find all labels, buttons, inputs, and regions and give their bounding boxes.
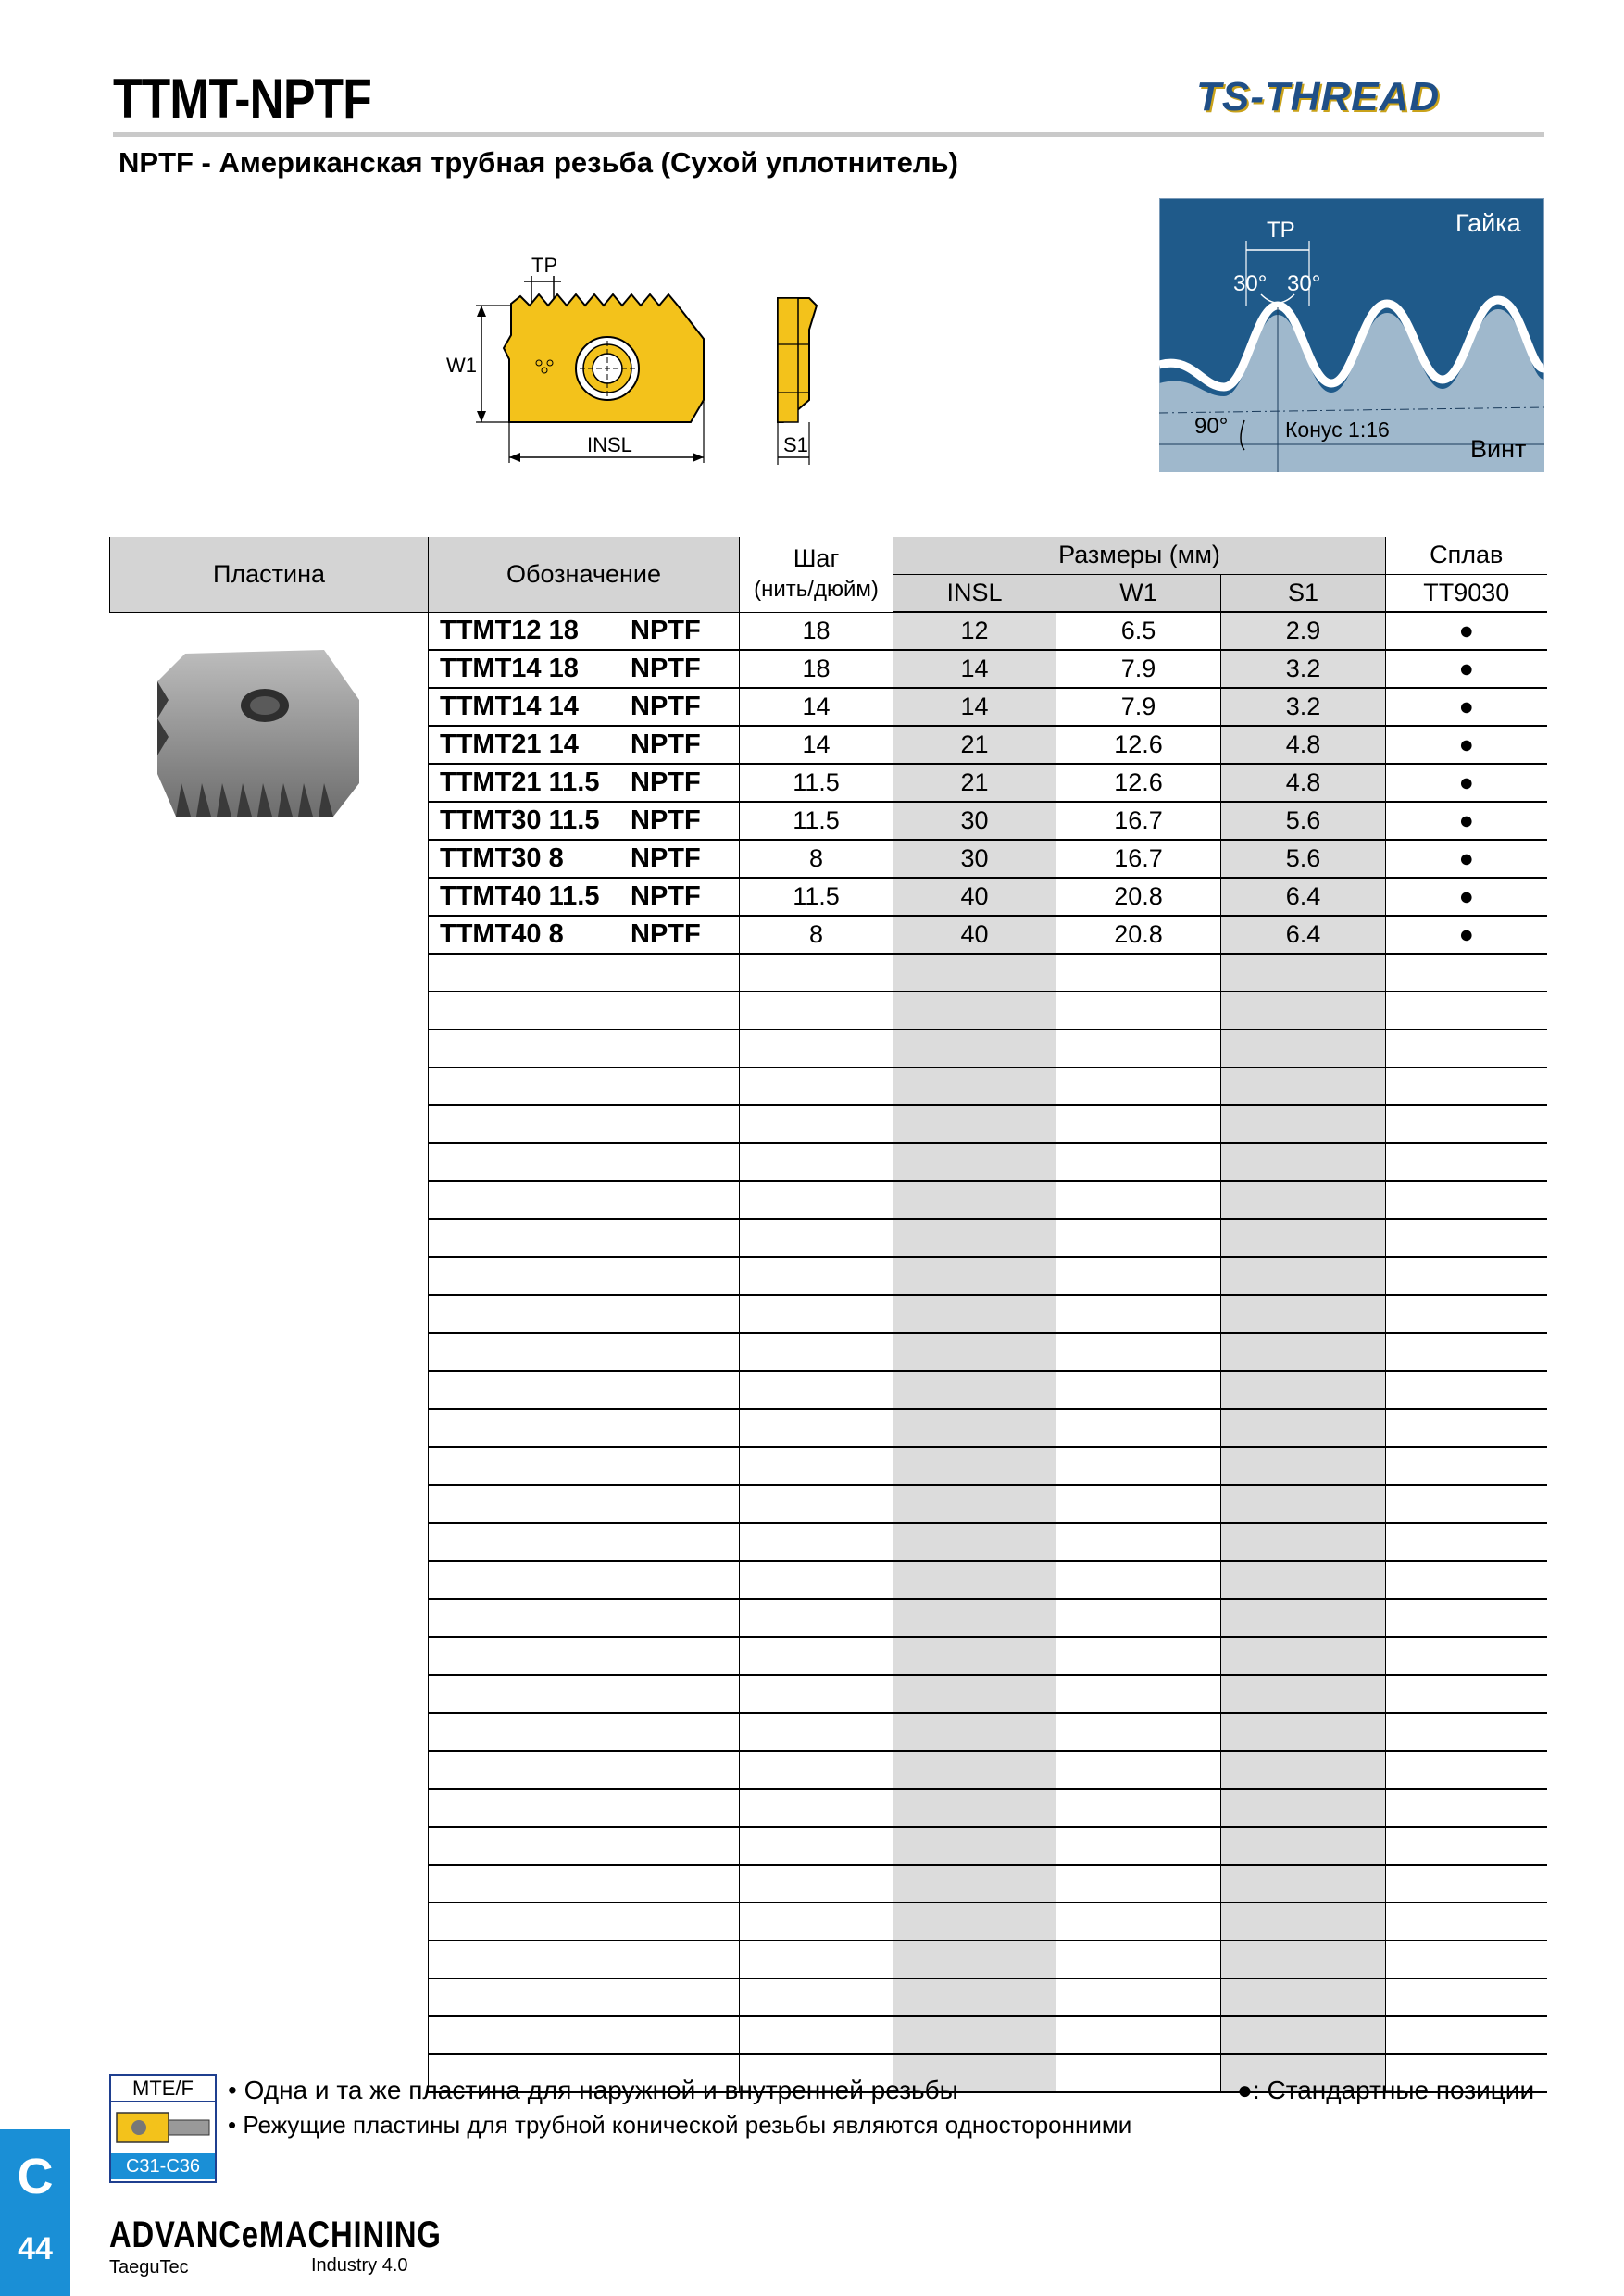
grade-cell — [1386, 1105, 1547, 1143]
designation-code: TTMT21 14 — [440, 730, 579, 759]
w1-cell — [1056, 1751, 1221, 1789]
w1-cell — [1056, 1599, 1221, 1637]
pitch-cell — [740, 1865, 893, 1903]
w1-cell — [1056, 1447, 1221, 1485]
designation-suffix: NPTF — [631, 843, 701, 873]
col-header-grade: Сплав — [1386, 537, 1547, 574]
designation-suffix: NPTF — [631, 805, 701, 835]
pitch-cell — [740, 2016, 893, 2054]
w1-cell: 7.9 — [1056, 688, 1221, 726]
insl-cell: 30 — [893, 802, 1056, 840]
grade-cell — [1386, 1181, 1547, 1219]
grade-cell — [1386, 1637, 1547, 1675]
w1-cell — [1056, 1789, 1221, 1827]
designation-cell — [429, 1751, 740, 1789]
w1-cell — [1056, 1978, 1221, 2016]
s1-cell — [1221, 1523, 1386, 1561]
pitch-cell — [740, 1789, 893, 1827]
thread-profile-diagram — [1159, 198, 1544, 472]
s1-cell — [1221, 1485, 1386, 1523]
pitch-cell — [740, 1751, 893, 1789]
s1-cell — [1221, 1637, 1386, 1675]
designation-cell — [429, 1865, 740, 1903]
pitch-cell — [740, 1827, 893, 1865]
insl-label: INSL — [587, 433, 632, 456]
col-header-dimensions: Размеры (мм) — [893, 537, 1386, 574]
designation-code: TTMT40 11.5 — [440, 881, 600, 911]
w1-cell: 16.7 — [1056, 802, 1221, 840]
tp-label: TP — [531, 254, 558, 277]
designation-suffix: NPTF — [631, 692, 701, 721]
w1-cell — [1056, 1105, 1221, 1143]
pitch-cell: 18 — [740, 612, 893, 650]
s1-cell: 6.4 — [1221, 916, 1386, 954]
designation-suffix: NPTF — [631, 730, 701, 759]
w1-cell: 16.7 — [1056, 840, 1221, 878]
designation-cell — [429, 1409, 740, 1447]
section-tab[interactable] — [0, 2129, 70, 2296]
pitch-cell — [740, 1257, 893, 1295]
pitch-cell: 11.5 — [740, 802, 893, 840]
grade-cell — [1386, 1978, 1547, 2016]
w1-cell — [1056, 1637, 1221, 1675]
page-subtitle: NPTF - Американская трубная резьба (Сухой уплотнитель) — [119, 146, 958, 179]
designation-cell — [429, 840, 740, 878]
designation-cell — [429, 1257, 740, 1295]
designation-cell — [429, 1485, 740, 1523]
insl-cell: 14 — [893, 650, 1056, 688]
pitch-cell — [740, 1637, 893, 1675]
designation-code: TTMT14 14 — [440, 692, 579, 721]
grade-cell: ● — [1386, 688, 1547, 726]
insl-cell — [893, 1219, 1056, 1257]
designation-code: TTMT30 8 — [440, 843, 564, 873]
s1-cell — [1221, 1903, 1386, 1940]
grade-cell — [1386, 2016, 1547, 2054]
w1-cell — [1056, 992, 1221, 1029]
designation-suffix: NPTF — [631, 654, 701, 683]
s1-cell — [1221, 1067, 1386, 1105]
designation-cell — [429, 1637, 740, 1675]
insl-cell: 30 — [893, 840, 1056, 878]
nut-label: Гайка — [1455, 209, 1521, 237]
s1-cell — [1221, 1257, 1386, 1295]
grade-cell — [1386, 1485, 1547, 1523]
pitch-cell: 14 — [740, 726, 893, 764]
insl-cell: 40 — [893, 878, 1056, 916]
pitch-cell — [740, 1599, 893, 1637]
insl-cell: 12 — [893, 612, 1056, 650]
designation-cell — [429, 1447, 740, 1485]
col-header-s1: S1 — [1221, 574, 1386, 612]
insl-cell — [893, 1903, 1056, 1940]
s1-cell: 4.8 — [1221, 764, 1386, 802]
pitch-header-unit: (нить/дюйм) — [754, 577, 879, 603]
insl-cell — [893, 1789, 1056, 1827]
grade-cell: ● — [1386, 802, 1547, 840]
insert-drawing — [435, 252, 824, 474]
angle-right-label: 30° — [1287, 271, 1321, 296]
w1-cell — [1056, 1940, 1221, 1978]
insl-cell — [893, 2016, 1056, 2054]
col-header-insl: INSL — [893, 574, 1056, 612]
designation-code: TTMT21 11.5 — [440, 767, 600, 797]
s1-cell: 4.8 — [1221, 726, 1386, 764]
designation-code: TTMT14 18 — [440, 654, 579, 683]
pitch-cell: 11.5 — [740, 878, 893, 916]
grade-cell — [1386, 1067, 1547, 1105]
pitch-cell — [740, 1067, 893, 1105]
s1-cell — [1221, 1599, 1386, 1637]
s1-cell — [1221, 992, 1386, 1029]
grade-cell — [1386, 1333, 1547, 1371]
pitch-cell — [740, 954, 893, 992]
col-header-w1: W1 — [1056, 574, 1221, 612]
designation-cell — [429, 2016, 740, 2054]
w1-cell — [1056, 1713, 1221, 1751]
designation-cell — [429, 802, 740, 840]
s1-cell: 5.6 — [1221, 840, 1386, 878]
insl-cell — [893, 1371, 1056, 1409]
grade-cell — [1386, 1561, 1547, 1599]
w1-cell — [1056, 1333, 1221, 1371]
designation-cell — [429, 688, 740, 726]
w1-label: W1 — [446, 354, 477, 377]
grade-cell: ● — [1386, 650, 1547, 688]
w1-cell — [1056, 1485, 1221, 1523]
s1-cell — [1221, 1181, 1386, 1219]
grade-cell — [1386, 1447, 1547, 1485]
insl-cell — [893, 1181, 1056, 1219]
footer-tagline: Industry 4.0 — [311, 2255, 408, 2276]
designation-cell — [429, 1295, 740, 1333]
designation-cell — [429, 1105, 740, 1143]
w1-cell — [1056, 1523, 1221, 1561]
designation-cell — [429, 1827, 740, 1865]
standard-legend: ●: Стандартные позиции — [1237, 2076, 1535, 2104]
pitch-cell — [740, 1978, 893, 2016]
insl-cell: 21 — [893, 764, 1056, 802]
designation-cell — [429, 726, 740, 764]
page-number: 44 — [18, 2231, 53, 2266]
designation-cell — [429, 1523, 740, 1561]
designation-suffix: NPTF — [631, 767, 701, 797]
designation-cell — [429, 954, 740, 992]
designation-cell — [429, 992, 740, 1029]
grade-cell — [1386, 992, 1547, 1029]
page-title: TTMT-NPTF — [113, 68, 371, 130]
designation-code: TTMT30 11.5 — [440, 805, 600, 835]
taper-label: Конус 1:16 — [1285, 418, 1390, 442]
designation-cell — [429, 1599, 740, 1637]
s1-cell — [1221, 1333, 1386, 1371]
insl-cell — [893, 954, 1056, 992]
designation-cell — [429, 1978, 740, 2016]
designation-cell — [429, 1333, 740, 1371]
pitch-cell — [740, 1940, 893, 1978]
grade-cell: ● — [1386, 916, 1547, 954]
advance-machining-logo: ADVANCeMACHINING — [109, 2215, 442, 2255]
holder-icon — [111, 2102, 215, 2153]
grade-cell — [1386, 1599, 1547, 1637]
designation-suffix: NPTF — [631, 881, 701, 911]
insl-cell — [893, 1143, 1056, 1181]
w1-cell — [1056, 1903, 1221, 1940]
w1-cell: 6.5 — [1056, 612, 1221, 650]
pitch-header-label: Шаг — [793, 544, 840, 573]
designation-cell — [429, 1903, 740, 1940]
designation-cell — [429, 916, 740, 954]
pitch-cell — [740, 1713, 893, 1751]
grade-cell: ● — [1386, 878, 1547, 916]
pitch-cell: 11.5 — [740, 764, 893, 802]
insl-cell — [893, 1409, 1056, 1447]
w1-cell: 20.8 — [1056, 916, 1221, 954]
col-header-pitch — [740, 537, 893, 612]
s1-cell — [1221, 1865, 1386, 1903]
s1-cell — [1221, 1219, 1386, 1257]
note-single-sided: • Режущие пластины для трубной конической резьбы являются односторонними — [228, 2111, 1132, 2139]
angle-90-label: 90° — [1194, 414, 1229, 439]
s1-cell — [1221, 1940, 1386, 1978]
grade-cell — [1386, 1865, 1547, 1903]
insl-cell — [893, 1029, 1056, 1067]
insl-cell — [893, 1333, 1056, 1371]
insl-cell — [893, 1561, 1056, 1599]
insl-cell: 14 — [893, 688, 1056, 726]
w1-cell: 12.6 — [1056, 764, 1221, 802]
s1-cell — [1221, 1029, 1386, 1067]
designation-cell — [429, 878, 740, 916]
s1-cell — [1221, 1713, 1386, 1751]
designation-cell — [429, 1181, 740, 1219]
designation-cell — [429, 650, 740, 688]
insert-photo — [148, 644, 380, 830]
w1-cell — [1056, 1865, 1221, 1903]
angle-left-label: 30° — [1233, 271, 1268, 296]
grade-cell — [1386, 1219, 1547, 1257]
designation-suffix: NPTF — [631, 615, 701, 645]
pitch-cell: 8 — [740, 840, 893, 878]
insl-cell — [893, 1599, 1056, 1637]
holder-page-ref: C31-C36 — [111, 2153, 215, 2179]
pitch-cell — [740, 1219, 893, 1257]
s1-cell — [1221, 1561, 1386, 1599]
s1-cell: 2.9 — [1221, 612, 1386, 650]
designation-cell — [429, 612, 740, 650]
diagram-tp-label: TP — [1267, 218, 1295, 243]
insl-cell — [893, 1978, 1056, 2016]
col-header-designation: Обозначение — [429, 537, 740, 612]
pitch-cell — [740, 1523, 893, 1561]
grade-cell — [1386, 1940, 1547, 1978]
insl-cell — [893, 1105, 1056, 1143]
pitch-cell — [740, 1409, 893, 1447]
grade-cell — [1386, 1409, 1547, 1447]
s1-cell — [1221, 1675, 1386, 1713]
holder-label: MTE/F — [111, 2076, 215, 2102]
s1-cell — [1221, 1751, 1386, 1789]
s1-cell: 3.2 — [1221, 650, 1386, 688]
s1-cell — [1221, 1295, 1386, 1333]
w1-cell — [1056, 1219, 1221, 1257]
pitch-cell — [740, 1143, 893, 1181]
w1-cell — [1056, 1827, 1221, 1865]
w1-cell — [1056, 1181, 1221, 1219]
pitch-cell — [740, 1105, 893, 1143]
pitch-cell — [740, 1485, 893, 1523]
grade-cell — [1386, 1903, 1547, 1940]
designation-cell — [429, 1219, 740, 1257]
insl-cell — [893, 1257, 1056, 1295]
pitch-cell — [740, 1903, 893, 1940]
pitch-cell — [740, 1295, 893, 1333]
insl-cell — [893, 992, 1056, 1029]
insert-image-cell — [110, 612, 429, 2092]
w1-cell: 7.9 — [1056, 650, 1221, 688]
pitch-cell — [740, 1561, 893, 1599]
grade-cell: ● — [1386, 764, 1547, 802]
grade-cell: ● — [1386, 726, 1547, 764]
designation-cell — [429, 1561, 740, 1599]
grade-cell: ● — [1386, 612, 1547, 650]
s1-cell — [1221, 1978, 1386, 2016]
s1-cell — [1221, 2016, 1386, 2054]
pitch-cell — [740, 1371, 893, 1409]
designation-cell — [429, 1713, 740, 1751]
pitch-cell — [740, 1029, 893, 1067]
designation-cell — [429, 764, 740, 802]
s1-cell — [1221, 1371, 1386, 1409]
pitch-cell — [740, 1181, 893, 1219]
grade-cell — [1386, 1751, 1547, 1789]
grade-cell — [1386, 1789, 1547, 1827]
pitch-cell — [740, 1675, 893, 1713]
w1-cell — [1056, 1409, 1221, 1447]
pitch-cell — [740, 1333, 893, 1371]
w1-cell: 12.6 — [1056, 726, 1221, 764]
insl-cell — [893, 1865, 1056, 1903]
grade-cell — [1386, 1827, 1547, 1865]
insl-cell — [893, 1523, 1056, 1561]
pitch-cell — [740, 992, 893, 1029]
grade-cell — [1386, 1295, 1547, 1333]
designation-cell — [429, 1371, 740, 1409]
w1-cell: 20.8 — [1056, 878, 1221, 916]
footer-brand: TaeguTec — [109, 2257, 189, 2277]
insl-cell — [893, 1485, 1056, 1523]
designation-suffix: NPTF — [631, 919, 701, 949]
title-divider — [113, 132, 1544, 137]
grade-cell — [1386, 954, 1547, 992]
s1-cell — [1221, 1143, 1386, 1181]
insl-cell: 21 — [893, 726, 1056, 764]
designation-cell — [429, 1675, 740, 1713]
grade-cell — [1386, 1029, 1547, 1067]
s1-label: S1 — [783, 433, 808, 456]
insl-cell — [893, 1713, 1056, 1751]
ts-thread-logo: TS-THREAD — [1196, 74, 1441, 119]
designation-cell — [429, 1940, 740, 1978]
w1-cell — [1056, 2016, 1221, 2054]
holder-reference-box[interactable] — [109, 2074, 217, 2183]
insl-cell: 40 — [893, 916, 1056, 954]
col-header-grade-name: TT9030 — [1386, 574, 1547, 612]
designation-cell — [429, 1143, 740, 1181]
insl-cell — [893, 1447, 1056, 1485]
w1-cell — [1056, 1257, 1221, 1295]
insl-cell — [893, 1827, 1056, 1865]
pitch-cell: 8 — [740, 916, 893, 954]
w1-cell — [1056, 2054, 1221, 2092]
insl-cell — [893, 1675, 1056, 1713]
w1-cell — [1056, 1561, 1221, 1599]
note-same-insert: • Одна и та же пластина для наружной и внутренней резьбы — [228, 2076, 958, 2104]
w1-cell — [1056, 1295, 1221, 1333]
grade-cell — [1386, 1257, 1547, 1295]
s1-cell — [1221, 1409, 1386, 1447]
designation-cell — [429, 1067, 740, 1105]
s1-cell: 5.6 — [1221, 802, 1386, 840]
s1-cell: 3.2 — [1221, 688, 1386, 726]
pitch-cell — [740, 1447, 893, 1485]
grade-cell — [1386, 1143, 1547, 1181]
s1-cell — [1221, 954, 1386, 992]
designation-cell — [429, 1029, 740, 1067]
insl-cell — [893, 1295, 1056, 1333]
s1-cell: 6.4 — [1221, 878, 1386, 916]
designation-code: TTMT12 18 — [440, 615, 579, 645]
s1-cell — [1221, 1447, 1386, 1485]
w1-cell — [1056, 1029, 1221, 1067]
section-letter: C — [17, 2149, 54, 2204]
w1-cell — [1056, 1067, 1221, 1105]
w1-cell — [1056, 1371, 1221, 1409]
grade-cell — [1386, 1713, 1547, 1751]
grade-cell — [1386, 1371, 1547, 1409]
w1-cell — [1056, 1143, 1221, 1181]
insl-cell — [893, 1067, 1056, 1105]
insl-cell — [893, 1637, 1056, 1675]
grade-cell — [1386, 1675, 1547, 1713]
w1-cell — [1056, 1675, 1221, 1713]
grade-cell: ● — [1386, 840, 1547, 878]
grade-cell — [1386, 1523, 1547, 1561]
col-header-insert: Пластина — [110, 537, 429, 612]
pitch-cell: 14 — [740, 688, 893, 726]
insl-cell — [893, 1940, 1056, 1978]
pitch-cell: 18 — [740, 650, 893, 688]
s1-cell — [1221, 1789, 1386, 1827]
screw-label: Винт — [1470, 435, 1527, 463]
s1-cell — [1221, 1827, 1386, 1865]
designation-cell — [429, 1789, 740, 1827]
s1-cell — [1221, 1105, 1386, 1143]
designation-code: TTMT40 8 — [440, 919, 564, 949]
w1-cell — [1056, 954, 1221, 992]
insl-cell — [893, 1751, 1056, 1789]
